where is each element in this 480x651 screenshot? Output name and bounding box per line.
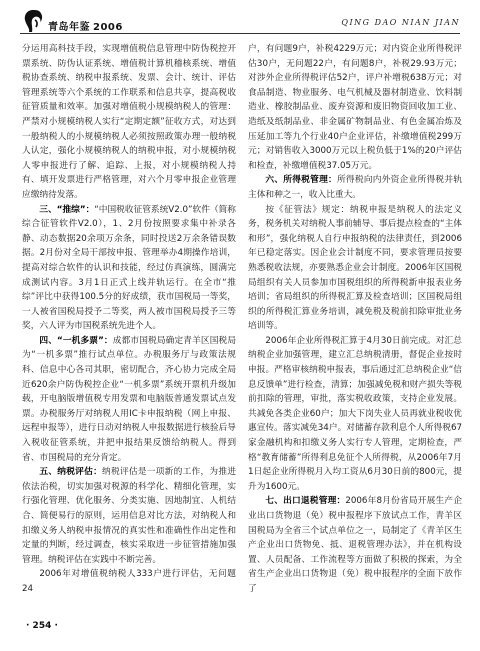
header-brand: [48, 18, 123, 33]
page-number: · 254 ·: [26, 621, 58, 631]
section-heading-tuizong: 三、“推综”：: [39, 204, 95, 215]
left-paragraph-2: 三、“推综”：“中国税收征管系统V2.0”软件（简称综合征管软件V2.0），1、2月份按照要求集中补录各静、动态数据20余项万余条，同时投送2万余条错误数据。2月份对全局干部按申报、管理举办4期操作培训，提高对综合软件的认识和技能，经过仿真演练，圆满完成测试内容。3月1日正式上线并轨运行。在全市“推综”评比中获得100.5分的好成绩，获市国税局一等奖，一人被省国税局授予二等奖，两人被市国税局授予三等奖，六人评为市国税系统先进个人。: [22, 204, 236, 332]
section-heading-suodeshui: 六、所得税管理：: [265, 175, 337, 186]
header-brand-title: 青岛年鉴: [48, 22, 90, 33]
header-year: 2006: [93, 22, 123, 33]
right-paragraph-3: 按《征管法》规定：纳税申报是纳税人的法定义务，税务机关对纳税人事前辅导、事后提点检查的“主体和形”，强化纳税人自行申报纳税的法律责任，到2006年已稳定落实。因企业会计制度不同，要求管理员按要熟悉税收法规，亦要熟悉企业会计制度。2006年区国税局组织有关人员参加市国税组织的所得税新申报表业务培训；省局组织的所得税汇算及检查培训；区国税局组织的所得税汇算业务培训，减免税及税前扣除审批业务培训等。: [248, 204, 462, 332]
left-paragraph-4: 五、纳税评估：纳税评估是一项新的工作，为推进依法治税，切实加强对税源的科学化、精细化管理，实行强化管理、优化服务、分类实施、因地制宜、人机结合、简便易行的原则，运用信息对比方法，对纳税人和扣缴义务人纳税申报情况的真实性和准确性作出定性和定量的判断，经过调查，核实采取进一步征管措施加强管理。纳税评估在实践中不断完善。: [22, 467, 237, 565]
left-paragraph-1: 分运用高科技手段，实现增值税信息管理中防伪税控开票系统、防伪认证系统、增值税计算机稽核系统、增值税协查系统、纳税申报系统、发票、会计、统计、评估管理系统等六个系统的工作联系和信息共享，提高税收征管质量和效率。加强对增值税小规模纳税人的管理：严禁对小规模纳税人实行“定期定额”征收方式，对达到一般纳税人的小规模纳税人必须按照政策办理一般纳税人认定，强化小规模纳税人的纳税申报，对小规模纳税人零申报进行了解、追踪、上报，对小规模纳税人持有、填开发票进行严格管理，对六个月零申报企业管理应缴纳待发落。: [22, 44, 236, 200]
section-heading-nashui-pinggu: 五、纳税评估：: [39, 467, 103, 478]
header-rule: [20, 33, 460, 34]
left-paragraph-3: 四、“一机多票”：成都市国税局确定青羊区国税局为“一机多票”推行试点单位。办税服务厅与政策法规科、信息中心各司其职，密切配合，齐心协力完成全局近620余户防伪税控企业“一机多票”系统开票机升级加载，开电脑版增值税专用发票和电脑版普通发票试点发票。办税服务厅对纳税人用IC卡申报纳税（网上申报、远程申报等），进行日动对纳税人申报数据进行核验后导入税收征管系统，并把申报结果反馈给纳税人。得到省、市国税局的充分肯定。: [22, 335, 236, 463]
page-header: [0, 0, 480, 46]
left-column: [22, 42, 236, 597]
right-paragraph-4: 2006年企业所得税汇算于4月30日前完成。对汇总纳税企业加强管理，建立汇总纳税清册，督促企业按时申报。严格审核纳税申报表，事后通过汇总纳税企业“信息反馈单”进行检查，清算；加强减免税和财产损失等税前扣除的管理，审批，落实税收政策，支持企业发展。共减免各类企业60户；加大下岗失业人员再就业税收优惠宣传。落实减免34户。对储蓄存款利息个人所得税67家金融机构和扣缴义务人实行专人管理，定期检查，严格“教育储蓄”所得利息免征个人所得税，从2006年7月1日起企业所得税月入均工资从6月30日前的800元，提升为1600元。: [248, 335, 462, 492]
left-paragraph-5: 2006年对增值税纳税人333户进行评估，无问题24: [22, 569, 236, 594]
right-column: [248, 42, 462, 597]
right-paragraph-2: 六、所得税管理：所得税向内外资企业所得税并轨主体和种之一，收入比重大。: [248, 175, 463, 200]
section-heading-yijiduopiao: 四、“一机多票”：: [39, 335, 113, 346]
right-paragraph-1: 户，有问题9户，补税4229万元；对内资企业所得税评估30户，无问题22户，有问题8户，补税29.93万元；对涉外企业所得税评估52户，评户补增税638万元；对食品制造、物业服务、电气机械及器材制造业、饮料制造业、橡胶制品业、废弃资源和废旧物资回收加工业、造纸及纸制品业、非金属矿物制品业、有色金属冶炼及压延加工等九个行业40户企业评估，补缴增值税299万元；对销售收入3000万元以上税负低于1%的20户评估和检查，补缴增值税37.05万元。: [248, 44, 462, 171]
yearbook-logo-icon: [22, 8, 44, 34]
header-running-title: QING DAO NIAN JIAN: [341, 18, 460, 27]
right-paragraph-5: 七、出口退税管理：2006年8月份省局开展生产企业出口货物退（免）税申报程序下放试点工作，青羊区国税局为全省三个试点单位之一，局制定了《青羊区生产企业出口货物免、抵、退税管理办法》，并在机构设置、人员配备、工作流程等方面做了积极的探索，为全省生产企业出口货物退（免）税申报程序的全面下放作了: [248, 496, 463, 594]
section-heading-chukou-tuishui: 七、出口退税管理：: [265, 496, 346, 507]
